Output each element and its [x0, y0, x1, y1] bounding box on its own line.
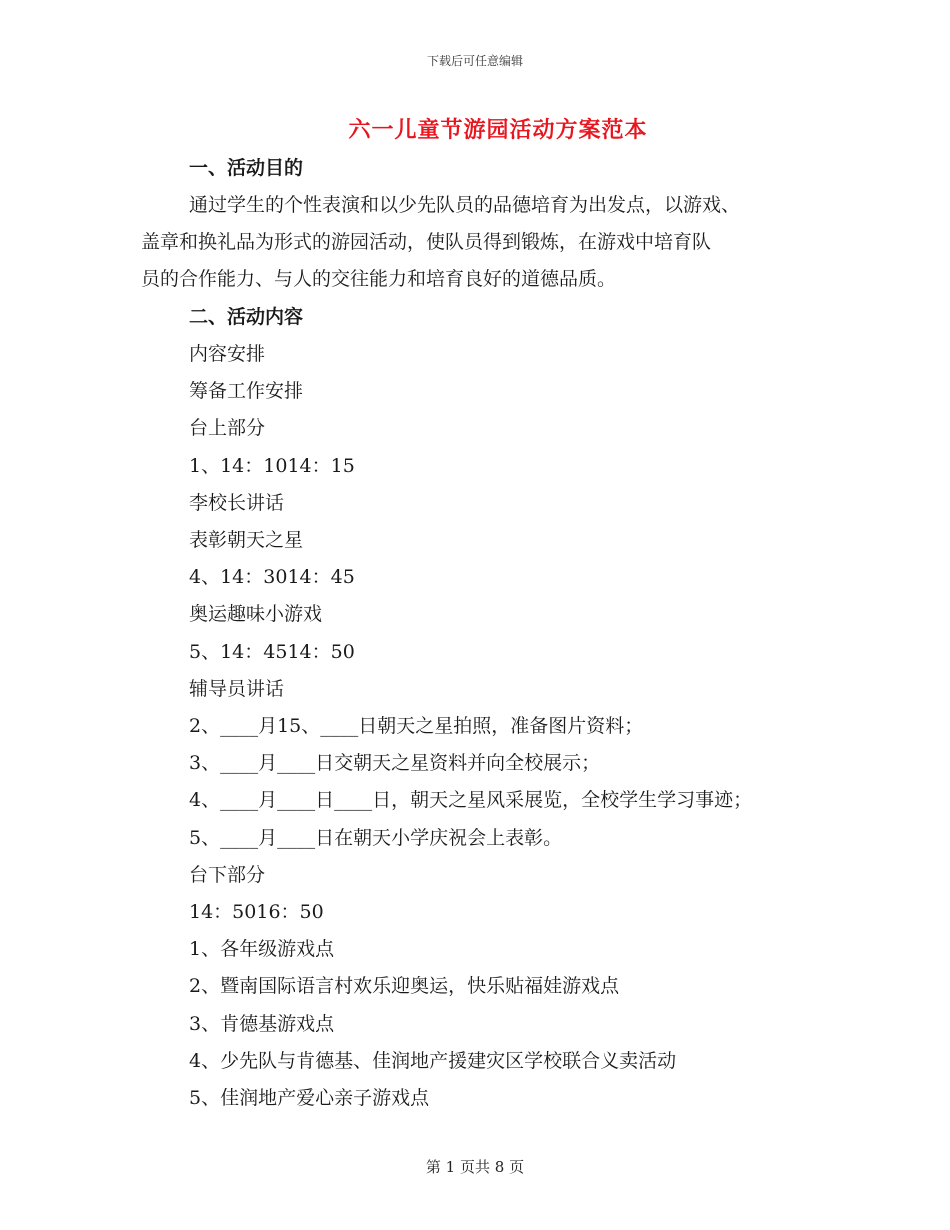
content-line: 筹备工作安排 [189, 380, 304, 402]
content-line: 5、14：4514：50 [189, 641, 355, 663]
content-line: 2、____月15、____日朝天之星拍照，准备图片资料； [189, 715, 644, 737]
content-line: 李校长讲话 [189, 492, 285, 514]
content-line: 14：5016：50 [189, 901, 324, 923]
section-heading-purpose: 一、活动目的 [189, 157, 304, 179]
content-line: 奥运趣味小游戏 [189, 603, 323, 625]
paragraph-line: 盖章和换礼品为形式的游园活动，使队员得到锻炼，在游戏中培育队 [141, 231, 712, 253]
header-note: 下载后可任意编辑 [426, 54, 523, 68]
content-line: 1、各年级游戏点 [189, 938, 335, 960]
content-line: 4、少先队与肯德基、佳润地产援建灾区学校联合义卖活动 [189, 1050, 677, 1072]
content-line: 台上部分 [189, 417, 266, 439]
content-line: 4、14：3014：45 [189, 566, 355, 588]
content-line: 1、14：1014：15 [189, 455, 355, 477]
content-line: 表彰朝天之星 [189, 529, 304, 551]
paragraph-line: 通过学生的个性表演和以少先队员的品德培育为出发点，以游戏、 [189, 194, 741, 216]
content-line: 辅导员讲话 [189, 678, 285, 700]
section-heading-content: 二、活动内容 [189, 306, 304, 328]
paragraph-line: 员的合作能力、与人的交往能力和培育良好的道德品质。 [141, 268, 617, 290]
content-line: 内容安排 [189, 343, 266, 365]
content-line: 5、____月____日在朝天小学庆祝会上表彰。 [189, 827, 563, 849]
document-title: 六一儿童节游园活动方案范本 [348, 118, 648, 143]
content-line: 5、佳润地产爱心亲子游戏点 [189, 1087, 430, 1109]
content-line: 2、暨南国际语言村欢乐迎奥运，快乐贴福娃游戏点 [189, 975, 620, 997]
content-line: 台下部分 [189, 864, 266, 886]
content-line: 3、肯德基游戏点 [189, 1013, 335, 1035]
content-line: 4、____月____日____日，朝天之星风采展览，全校学生学习事迹； [189, 789, 753, 811]
content-line: 3、____月____日交朝天之星资料并向全校展示； [189, 752, 601, 774]
page-footer: 第 1 页共 8 页 [425, 1158, 525, 1176]
